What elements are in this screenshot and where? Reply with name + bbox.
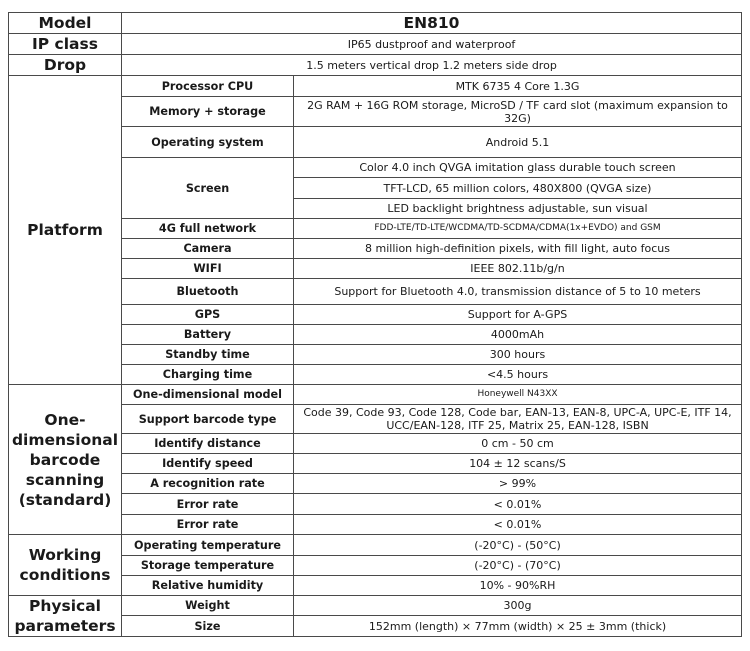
model-value: EN810: [122, 13, 742, 34]
size-label: Size: [122, 616, 294, 637]
charging-value: <4.5 hours: [294, 365, 742, 385]
ip-class-label: IP class: [9, 34, 122, 55]
network-label: 4G full network: [122, 219, 294, 239]
barcode-type-label: Support barcode type: [122, 405, 294, 434]
processor-value: MTK 6735 4 Core 1.3G: [294, 76, 742, 97]
distance-value: 0 cm - 50 cm: [294, 434, 742, 454]
wifi-value: IEEE 802.11b/g/n: [294, 259, 742, 279]
standby-label: Standby time: [122, 345, 294, 365]
scanner-model-label: One-dimensional model: [122, 385, 294, 405]
scanning-section-title: One- dimensional barcode scanning (standard): [9, 385, 122, 535]
storage-temp-value: (-20°C) - (70°C): [294, 556, 742, 576]
table-row: [9, 34, 742, 55]
model-label: Model: [9, 13, 122, 34]
memory-label: Memory + storage: [122, 97, 294, 127]
screen-label: Screen: [122, 158, 294, 219]
bluetooth-value: Support for Bluetooth 4.0, transmission distance of 5 to 10 meters: [294, 279, 742, 305]
op-temp-label: Operating temperature: [122, 535, 294, 556]
camera-value: 8 million high-definition pixels, with fill light, auto focus: [294, 239, 742, 259]
error-rate-label: Error rate: [122, 494, 294, 515]
error-rate-value: < 0.01%: [294, 494, 742, 515]
drop-label: Drop: [9, 55, 122, 76]
battery-value: 4000mAh: [294, 325, 742, 345]
bluetooth-label: Bluetooth: [122, 279, 294, 305]
ip-class-value: IP65 dustproof and waterproof: [122, 34, 742, 55]
battery-label: Battery: [122, 325, 294, 345]
gps-label: GPS: [122, 305, 294, 325]
standby-value: 300 hours: [294, 345, 742, 365]
recognition-value: > 99%: [294, 474, 742, 494]
camera-label: Camera: [122, 239, 294, 259]
os-value: Android 5.1: [294, 127, 742, 158]
error-rate-label: Error rate: [122, 515, 294, 535]
wifi-label: WIFI: [122, 259, 294, 279]
processor-label: Processor CPU: [122, 76, 294, 97]
charging-label: Charging time: [122, 365, 294, 385]
distance-label: Identify distance: [122, 434, 294, 454]
table-row: [9, 596, 742, 616]
table-row: [9, 535, 742, 556]
working-section-title: Working conditions: [9, 535, 122, 596]
network-value: FDD-LTE/TD-LTE/WCDMA/TD-SCDMA/CDMA(1x+EVDO) and GSM: [294, 219, 742, 239]
storage-temp-label: Storage temperature: [122, 556, 294, 576]
humidity-label: Relative humidity: [122, 576, 294, 596]
drop-value: 1.5 meters vertical drop 1.2 meters side drop: [122, 55, 742, 76]
table-row: [9, 76, 742, 97]
table-row: [9, 55, 742, 76]
size-value: 152mm (length) × 77mm (width) × 25 ± 3mm (thick): [294, 616, 742, 637]
scanner-model-value: Honeywell N43XX: [294, 385, 742, 405]
op-temp-value: (-20°C) - (50°C): [294, 535, 742, 556]
screen-line-2: TFT-LCD, 65 million colors, 480X800 (QVGA size): [294, 178, 742, 199]
gps-value: Support for A-GPS: [294, 305, 742, 325]
weight-label: Weight: [122, 596, 294, 616]
table-row: [9, 385, 742, 405]
physical-section-title: Physical parameters: [9, 596, 122, 637]
platform-section-title: Platform: [9, 76, 122, 385]
spec-table: [8, 12, 742, 637]
humidity-value: 10% - 90%RH: [294, 576, 742, 596]
speed-value: 104 ± 12 scans/S: [294, 454, 742, 474]
table-row: [9, 13, 742, 34]
screen-line-1: Color 4.0 inch QVGA imitation glass durable touch screen: [294, 158, 742, 178]
speed-label: Identify speed: [122, 454, 294, 474]
os-label: Operating system: [122, 127, 294, 158]
recognition-label: A recognition rate: [122, 474, 294, 494]
weight-value: 300g: [294, 596, 742, 616]
barcode-type-value: Code 39, Code 93, Code 128, Code bar, EAN-13, EAN-8, UPC-A, UPC-E, ITF 14, UCC/EAN-128, ITF 25, Matrix 25, EAN-128, ISBN: [294, 405, 742, 434]
memory-value: 2G RAM + 16G ROM storage, MicroSD / TF card slot (maximum expansion to 32G): [294, 97, 742, 127]
screen-line-3: LED backlight brightness adjustable, sun visual: [294, 199, 742, 219]
error-rate-value: < 0.01%: [294, 515, 742, 535]
